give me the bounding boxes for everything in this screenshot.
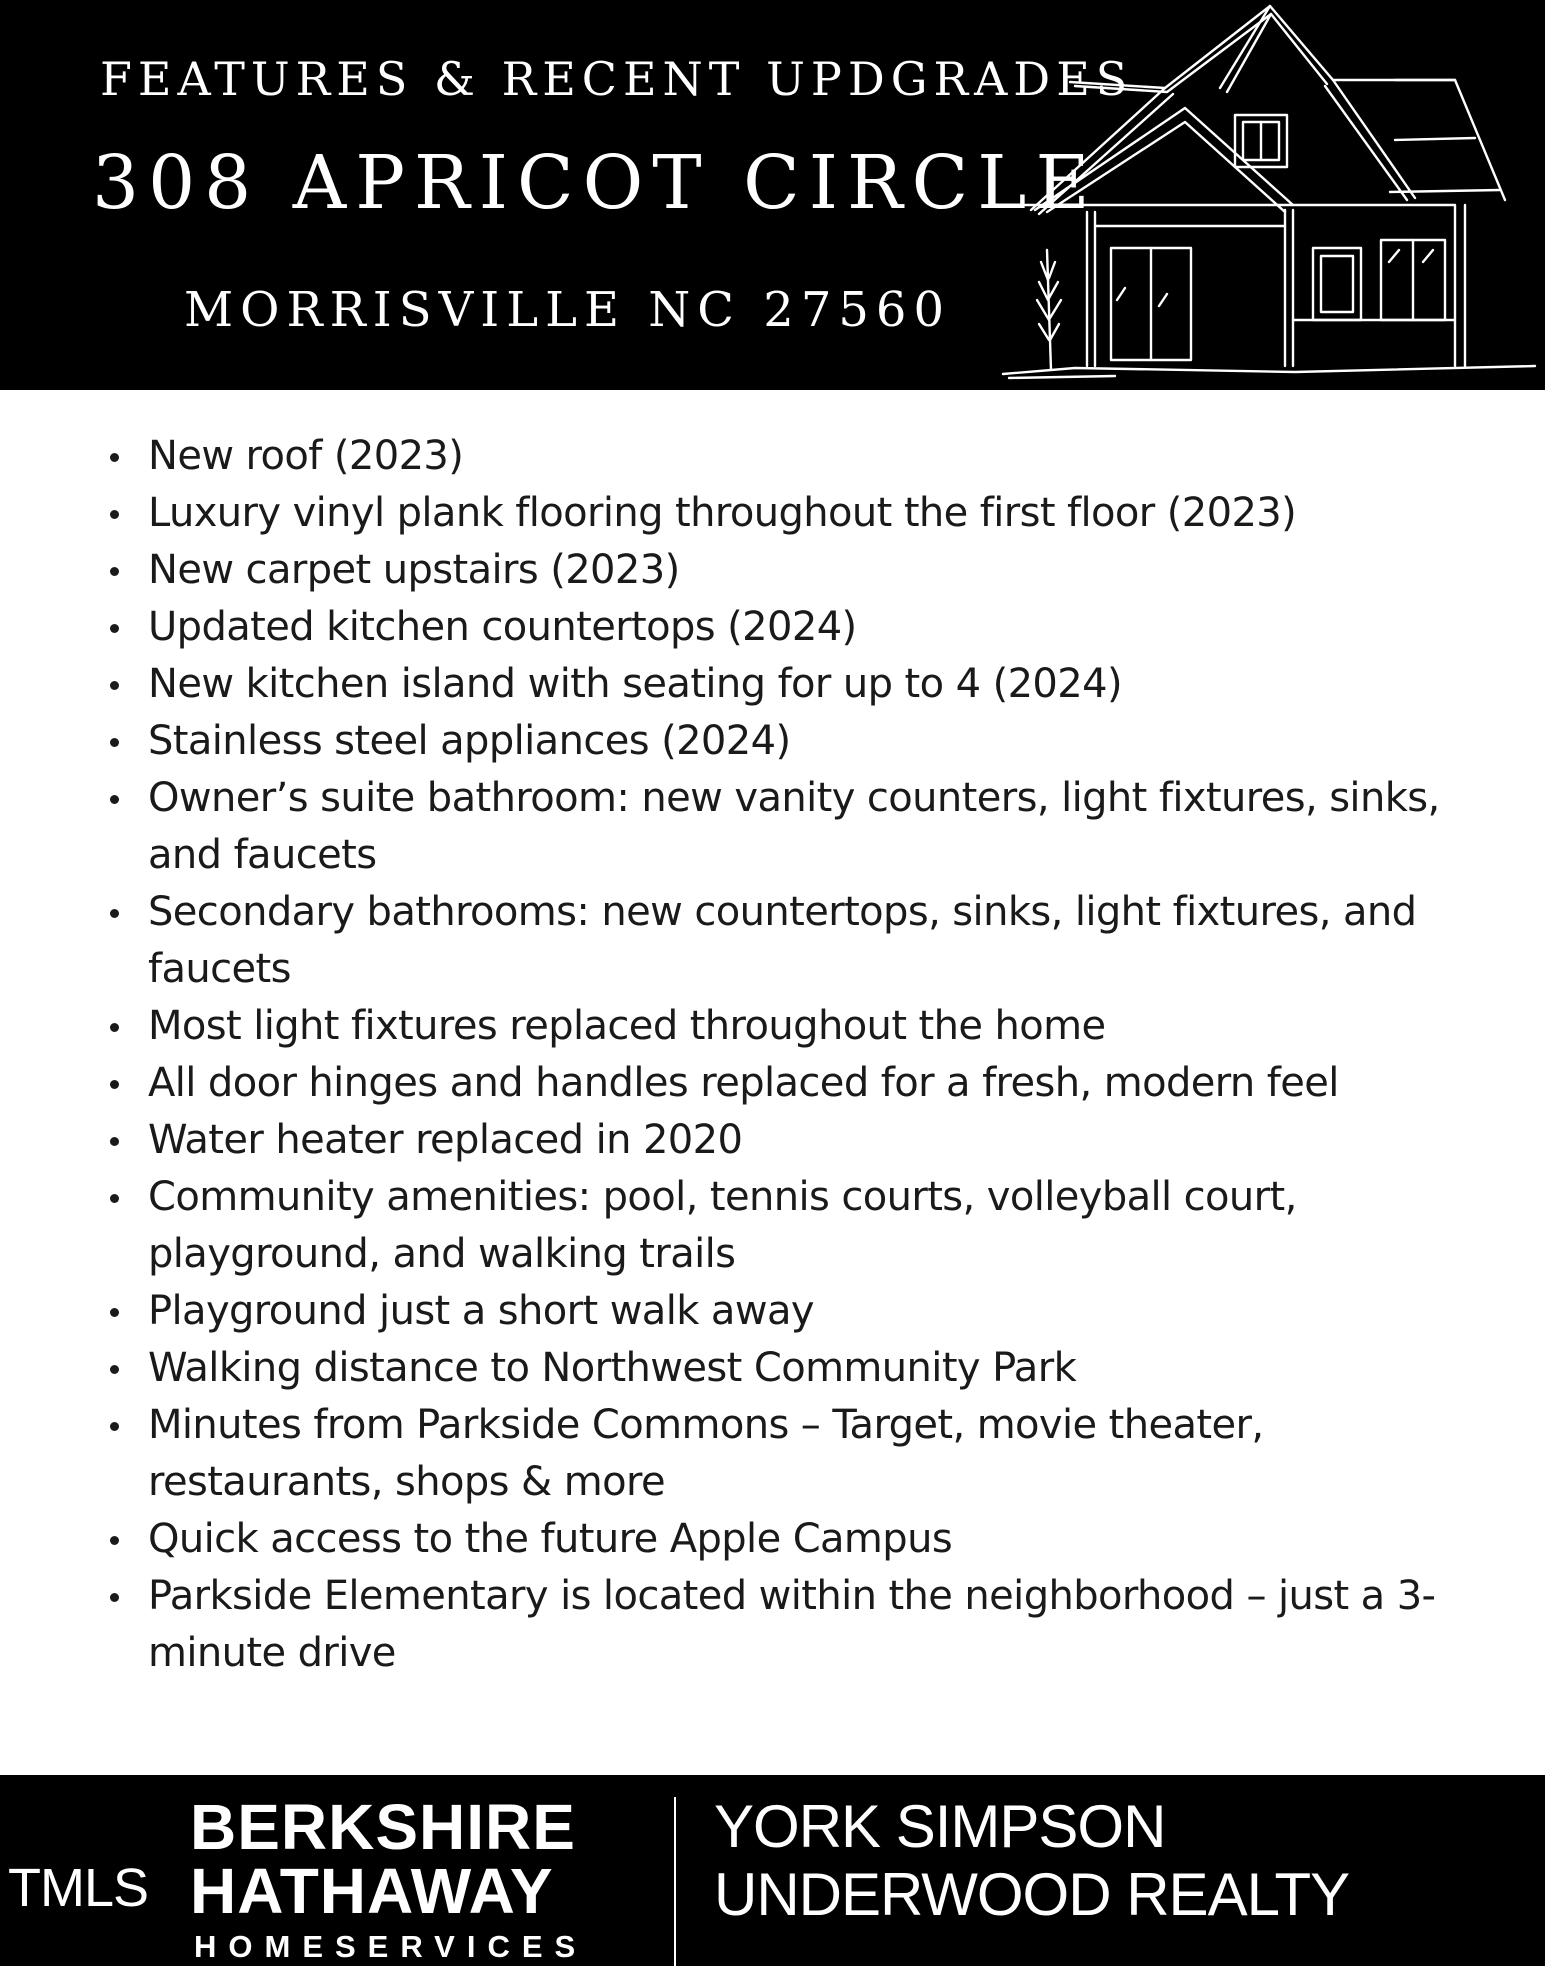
- feature-item: Secondary bathrooms: new countertops, sinks, light fixtures, and faucets: [110, 884, 1470, 998]
- feature-item: New roof (2023): [110, 428, 1470, 485]
- feature-item: Owner’s suite bathroom: new vanity counters, light fixtures, sinks, and faucets: [110, 770, 1470, 884]
- feature-item: All door hinges and handles replaced for a fresh, modern feel: [110, 1055, 1470, 1112]
- property-address: 308 APRICOT CIRCLE: [92, 140, 1099, 226]
- feature-item: New carpet upstairs (2023): [110, 542, 1470, 599]
- feature-item: New kitchen island with seating for up to 4 (2024): [110, 656, 1470, 713]
- brand-line-2: HATHAWAY: [190, 1855, 554, 1927]
- feature-item: Community amenities: pool, tennis courts, volleyball court, playground, and walking trails: [110, 1169, 1470, 1283]
- brand-line-3: HOMESERVICES: [194, 1929, 588, 1964]
- feature-item: Most light fixtures replaced throughout the home: [110, 998, 1470, 1055]
- footer-band: [0, 1775, 1545, 1966]
- header-band: [0, 0, 1545, 390]
- feature-item: Quick access to the future Apple Campus: [110, 1511, 1470, 1568]
- house-sketch-icon: [995, 0, 1545, 390]
- feature-item: Minutes from Parkside Commons – Target, movie theater, restaurants, shops & more: [110, 1397, 1470, 1511]
- agency-line-1: YORK SIMPSON: [714, 1793, 1166, 1860]
- agency-line-2: UNDERWOOD REALTY: [714, 1861, 1350, 1928]
- feature-item: Walking distance to Northwest Community Park: [110, 1340, 1470, 1397]
- tmls-label: TMLS: [8, 1858, 149, 1918]
- feature-item: Updated kitchen countertops (2024): [110, 599, 1470, 656]
- brand-line-1: BERKSHIRE: [190, 1791, 576, 1863]
- feature-item: Stainless steel appliances (2024): [110, 713, 1470, 770]
- feature-item: Water heater replaced in 2020: [110, 1112, 1470, 1169]
- feature-item: Playground just a short walk away: [110, 1283, 1470, 1340]
- header-subtitle: FEATURES & RECENT UPDGRADES: [100, 52, 1134, 106]
- property-city: MORRISVILLE NC 27560: [184, 282, 951, 338]
- feature-item: Parkside Elementary is located within the neighborhood – just a 3-minute drive: [110, 1568, 1470, 1682]
- features-list: [110, 428, 1470, 1682]
- footer-divider: [674, 1797, 676, 1966]
- feature-item: Luxury vinyl plank flooring throughout the first floor (2023): [110, 485, 1470, 542]
